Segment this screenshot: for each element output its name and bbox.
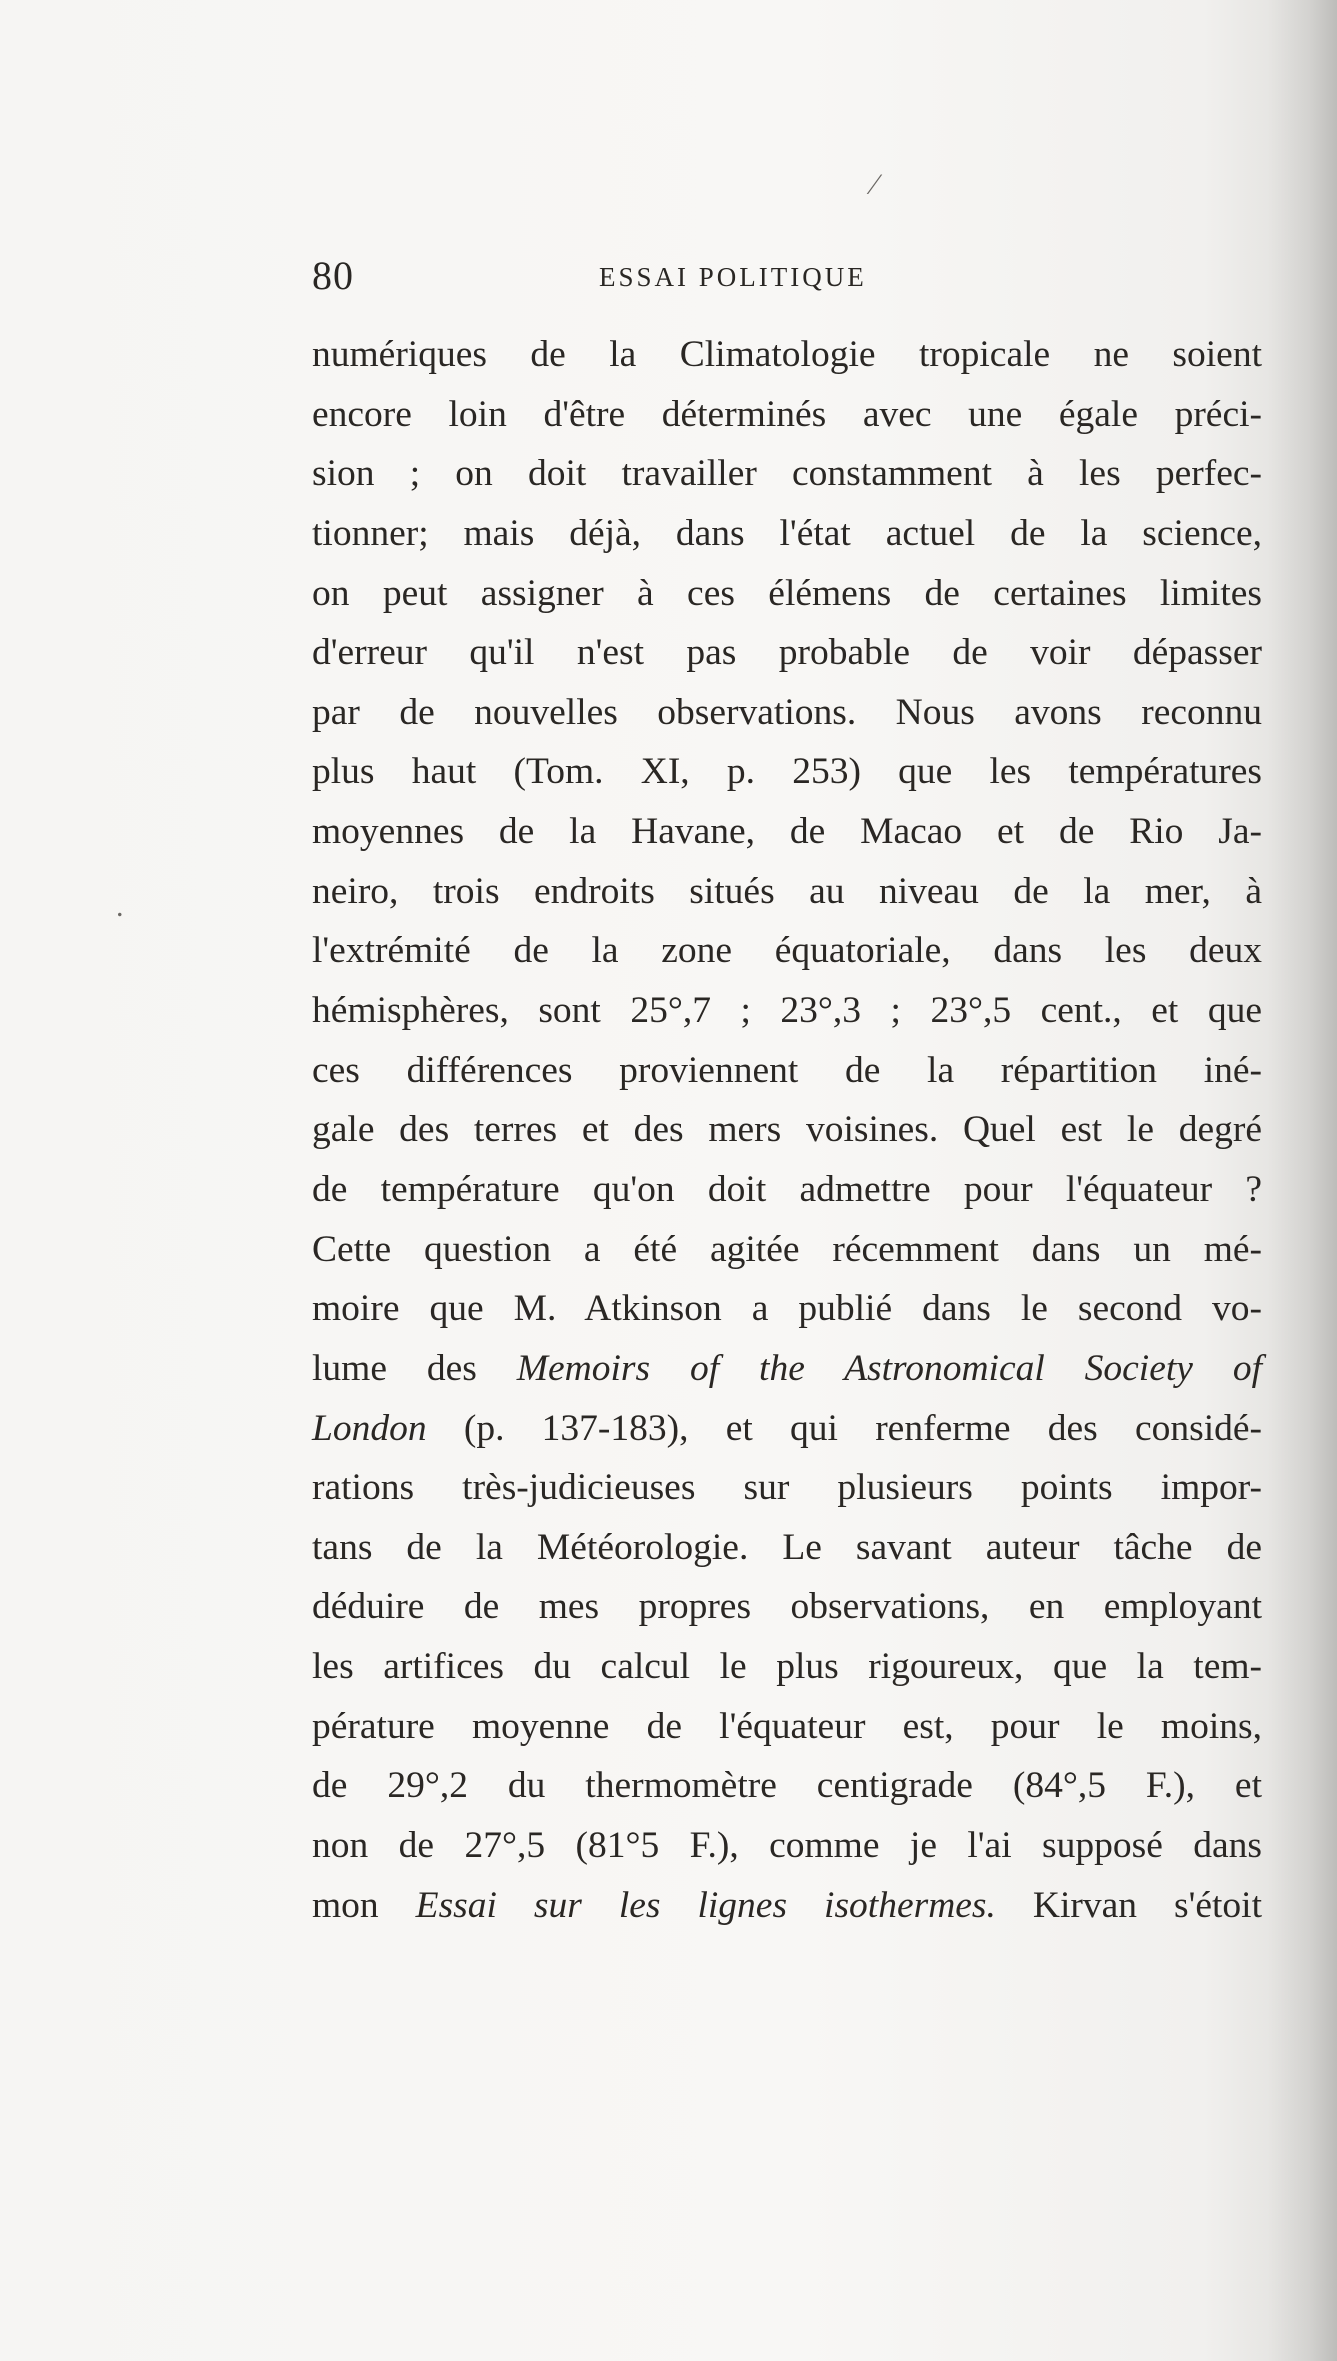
text-line: non de 27°,5 (81°5 F.), comme je l'ai supposé dans [312,1825,1262,1867]
stray-mark: ⁄ [872,168,878,201]
journal-title: London [312,1407,427,1449]
text-run: (p. 137-183), et qui renferme des considé- [426,1407,1262,1449]
text-line: encore loin d'être déterminés avec une égale préci- [312,393,1262,435]
text-line: hémisphères, sont 25°,7 ; 23°,3 ; 23°,5 cent., et que [312,990,1262,1032]
book-title: Essai sur les lignes isothermes. [415,1884,996,1926]
text-run: mon [312,1884,416,1926]
text-line: tans de la Météorologie. Le savant auteur tâche de [312,1526,1262,1568]
stray-mark: . [116,890,124,923]
page-edge-shadow [1267,0,1337,2361]
text-line: les artifices du calcul le plus rigoureux, que la tem- [312,1646,1262,1688]
journal-title: Memoirs of the Astronomical Society of [516,1347,1262,1389]
text-line: moire que M. Atkinson a publié dans le second vo- [312,1288,1262,1330]
text-line [312,1399,1262,1459]
body-text [312,325,1262,1935]
text-line: par de nouvelles observations. Nous avons reconnu [312,691,1262,733]
text-line [312,1339,1262,1399]
text-line [312,1876,1262,1936]
text-line: ces différences proviennent de la répartition iné- [312,1049,1262,1091]
text-line: pérature moyenne de l'équateur est, pour le moins, [312,1705,1262,1747]
text-line: l'extrémité de la zone équatoriale, dans les deux [312,930,1262,972]
text-line: on peut assigner à ces élémens de certaines limites [312,572,1262,614]
text-line: plus haut (Tom. XI, p. 253) que les températures [312,751,1262,793]
text-line: sion ; on doit travailler constamment à les perfec- [312,453,1262,495]
text-line: tionner; mais déjà, dans l'état actuel de la science, [312,512,1262,554]
running-head: ESSAI POLITIQUE [599,262,867,292]
text-line: moyennes de la Havane, de Macao et de Rio Ja- [312,811,1262,853]
text-line: Cette question a été agitée récemment dans un mé- [312,1228,1262,1270]
text-line: déduire de mes propres observations, en employant [312,1586,1262,1628]
page-number: 80 [312,253,354,298]
text-line: d'erreur qu'il n'est pas probable de voir dépasser [312,632,1262,674]
text-line: numériques de la Climatologie tropicale ne soient [312,334,1262,375]
text-line: neiro, trois endroits situés au niveau de la mer, à [312,870,1262,912]
text-run: Kirvan s'étoit [995,1884,1262,1926]
text-run: lume des [312,1347,517,1389]
text-line: de température qu'on doit admettre pour l'équateur ? [312,1168,1262,1210]
text-line: de 29°,2 du thermomètre centigrade (84°,5 F.), et [312,1765,1262,1807]
text-line: rations très-judicieuses sur plusieurs points impor- [312,1467,1262,1509]
text-line: gale des terres et des mers voisines. Quel est le degré [312,1109,1262,1151]
page-header [312,252,1252,302]
